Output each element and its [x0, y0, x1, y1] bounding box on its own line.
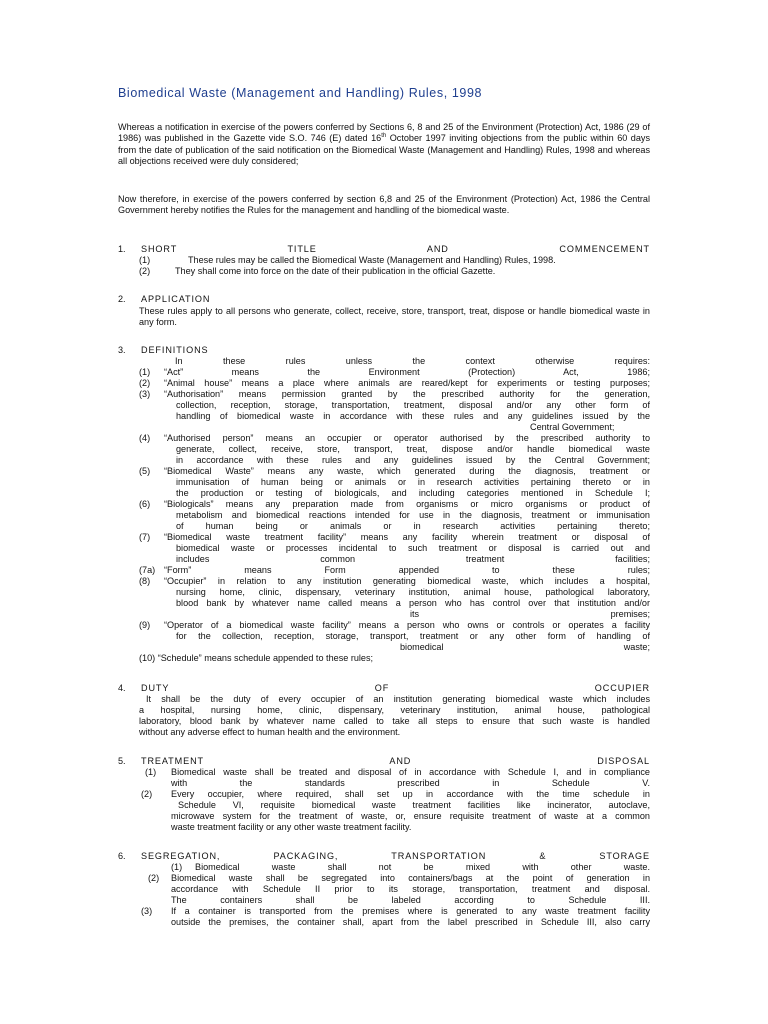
definition-3-number: (3)	[139, 389, 151, 399]
definition-5-number: (5)	[139, 466, 151, 476]
section-6-item-2-line-2: accordance with Schedule II prior to its storage, transportation, treatment and disposal.	[171, 884, 650, 894]
definition-1-text: “Act” means the Environment (Protection) Act, 1986;	[164, 367, 650, 377]
section-6-item-2-number: (2)	[148, 873, 160, 883]
section-1-item-2-number: (2)	[139, 266, 151, 276]
section-3-lead: In these rules unless the context otherwise requires:	[175, 356, 650, 366]
intro-paragraph-2: Now therefore, in exercise of the powers conferred by section 6,8 and 25 of the Environment (Protection) Act, 1986 the Central Government hereby notifies the Rules for the management and handling of the biomedical waste.	[118, 194, 650, 216]
definition-9-line-1: “Operator of a biomedical waste facility” means a person who owns or controls or operates a facility	[164, 620, 650, 630]
definition-6-number: (6)	[139, 499, 151, 509]
definition-7a-number: (7a)	[139, 565, 156, 575]
section-6-item-2-line-3: The containers shall be labeled according to Schedule III.	[171, 895, 650, 905]
section-5-item-2-line-3: microwave system for the treatment of waste, or, ensure requisite treatment of waste at a common	[171, 811, 650, 821]
section-4-line-3: laboratory, blood bank by whatever name called to take all steps to ensure that such waste is handled	[139, 716, 650, 726]
section-5-item-1-line-1: Biomedical waste shall be treated and disposal of in accordance with Schedule I, and in compliance	[171, 767, 650, 777]
section-5-item-2-number: (2)	[141, 789, 153, 799]
definition-10-text: (10) “Schedule” means schedule appended to these rules;	[139, 653, 374, 663]
section-6-heading: SEGREGATION, PACKAGING, TRANSPORTATION & STORAGE	[141, 851, 650, 861]
section-2-number: 2.	[118, 294, 126, 304]
definition-7-line-2: biomedical waste or processes incidental to such treatment or disposal is carried out and	[176, 543, 650, 553]
section-1-number: 1.	[118, 244, 126, 254]
definition-3-line-1: “Authorisation” means permission granted by the prescribed authority for the generation,	[164, 389, 650, 399]
definition-2-number: (2)	[139, 378, 151, 388]
section-6-item-3-number: (3)	[141, 906, 153, 916]
definition-6-line-1: “Biologicals” means any preparation made from organisms or micro organisms or product of	[164, 499, 650, 509]
definition-4-line-1: “Authorised person” means an occupier or operator authorised by the prescribed authority to	[164, 433, 650, 443]
definition-3-central: Central Government;	[530, 422, 615, 432]
section-2-text: These rules apply to all persons who generate, collect, receive, store, transport, treat, dispose or handle biomedical waste in any form.	[139, 306, 650, 328]
definition-7-line-3: includes common treatment facilities;	[176, 554, 650, 564]
definition-9-biomedical-waste: biomedical waste;	[400, 642, 650, 652]
section-6-item-3-line-1: If a container is transported from the premises where is generated to any waste treatment facility	[171, 906, 650, 916]
definition-5-line-1: “Biomedical Waste” means any waste, which generated during the diagnosis, treatment or	[164, 466, 650, 476]
section-5-item-2-line-4: waste treatment facility or any other waste treatment facility.	[171, 822, 412, 832]
definition-3-line-2: collection, reception, storage, transportation, treatment, disposal and/or any other form of	[176, 400, 650, 410]
definition-9-line-3	[176, 642, 650, 653]
section-1-item-1-number: (1)	[139, 255, 151, 265]
definition-1-number: (1)	[139, 367, 151, 377]
definition-8-line-1: “Occupier” in relation to any institution generating biomedical waste, which includes a hospital,	[164, 576, 650, 586]
definition-4-line-2: generate, collect, receive, store, transport, treat, dispose and/or handle biomedical waste	[176, 444, 650, 454]
intro-paragraph-1	[118, 122, 650, 168]
definition-6-line-3: of human being or animals or in research activities pertaining thereto;	[176, 521, 650, 531]
intro-p1-part-a: Whereas a notification in exercise of the powers conferred by Sections 6, 8 and 25 of the Environment (Protection) Act, 1986 (29 of 1986) was published in the Gazette vide S.O. 746 (E) dated	[118, 122, 650, 144]
intro-p1-date-number: 16	[371, 133, 382, 144]
definition-7-line-1: “Biomedical waste treatment facility” means any facility wherein treatment or disposal of	[164, 532, 650, 542]
intro-p1-date-suffix: th	[381, 133, 387, 140]
definition-8-premises: its premises;	[410, 609, 650, 619]
section-4-heading: DUTY OF OCCUPIER	[141, 683, 650, 693]
definition-8-line-3: blood bank by whatever name called means a person who has control over that institution and/or	[176, 598, 650, 608]
definition-8-line-2: nursing home, clinic, dispensary, veterinary institution, animal house, pathological laboratory,	[176, 587, 650, 597]
definition-5-line-2: immunisation of human being or animals or in research activities pertaining thereto or in	[176, 477, 650, 487]
section-3-number: 3.	[118, 345, 126, 355]
definition-3-line-4	[176, 422, 650, 433]
section-6-item-1-number: (1)	[171, 862, 183, 872]
section-6-item-3-line-2: outside the premises, the container shall, apart from the label prescribed in Schedule III, also carry	[171, 917, 650, 927]
section-4-line-1: It shall be the duty of every occupier of an institution generating biomedical waste which includes	[146, 694, 650, 704]
section-5-item-1-number: (1)	[145, 767, 157, 777]
definition-3-line-3: handling of biomedical waste in accordance with these rules and any guidelines issued by the	[176, 411, 650, 421]
section-1-heading: SHORT TITLE AND COMMENCEMENT	[141, 244, 650, 254]
section-4-number: 4.	[118, 683, 126, 693]
definition-2-text: “Animal house” means a place where animals are reared/kept for experiments or testing purposes;	[164, 378, 650, 388]
section-4-line-2: a hospital, nursing home, clinic, dispensary, veterinary institution, animal house, pathological	[139, 705, 650, 715]
section-5-item-2-line-2: Schedule VI, requisite biomedical waste treatment facilities like incinerator, autoclave,	[178, 800, 650, 810]
section-5-heading: TREATMENT AND DISPOSAL	[141, 756, 650, 766]
section-6-item-1-text: Biomedical waste shall not be mixed with other waste.	[195, 862, 650, 872]
intro-p1-part-b: October 1997 inviting objections from the public within 60 days from the date of publication of the said notification on the Biomedical Waste (Management and Handling) Rules, 1998 and whereas all objections received were duly considered;	[118, 133, 650, 167]
section-1-item-1-text: These rules may be called the Biomedical Waste (Management and Handling) Rules, 1998.	[188, 255, 556, 265]
definition-8-number: (8)	[139, 576, 151, 586]
section-6-number: 6.	[118, 851, 126, 861]
section-2-heading: APPLICATION	[141, 294, 211, 304]
definition-9-number: (9)	[139, 620, 151, 630]
definition-7-number: (7)	[139, 532, 151, 542]
document-title: Biomedical Waste (Management and Handling) Rules, 1998	[118, 86, 483, 100]
definition-8-line-4	[176, 609, 650, 620]
section-5-number: 5.	[118, 756, 126, 766]
section-3-heading: DEFINITIONS	[141, 345, 209, 355]
definition-4-line-3: in accordance with these rules and any guidelines issued by the Central Government;	[176, 455, 650, 465]
definition-4-number: (4)	[139, 433, 151, 443]
section-5-item-2-line-1: Every occupier, where required, shall set up in accordance with the time schedule in	[171, 789, 650, 799]
definition-6-line-2: metabolism and biomedical reactions intended for use in the diagnosis, treatment or immunisation	[176, 510, 650, 520]
section-5-item-1-line-2: with the standards prescribed in Schedule V.	[171, 778, 650, 788]
definition-7a-text: “Form” means Form appended to these rules;	[164, 565, 650, 575]
definition-9-line-2: for the collection, reception, storage, transport, treatment or any other form of handling of	[176, 631, 650, 641]
section-1-item-2-text: They shall come into force on the date of their publication in the official Gazette.	[175, 266, 496, 276]
section-4-line-4: without any adverse effect to human health and the environment.	[139, 727, 401, 737]
section-6-item-2-line-1: Biomedical waste shall be segregated into containers/bags at the point of generation in	[171, 873, 650, 883]
definition-5-line-3: the production or testing of biologicals, and including categories mentioned in Schedule I;	[176, 488, 650, 498]
